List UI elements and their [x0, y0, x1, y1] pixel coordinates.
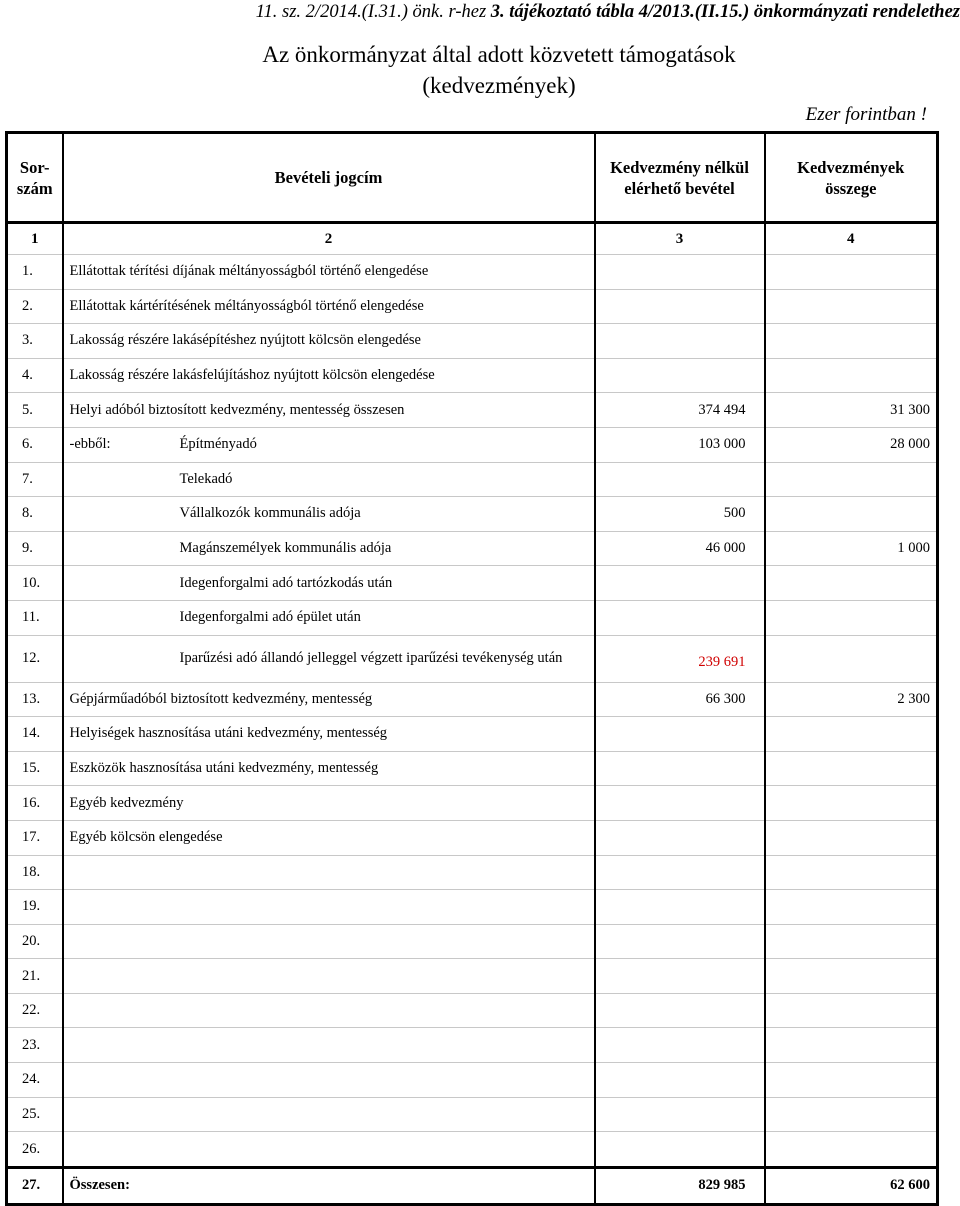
row-label: Magánszemélyek kommunális adója	[179, 540, 392, 557]
row-number: 20.	[7, 924, 63, 959]
row-number: 9.	[7, 531, 63, 566]
table-row	[7, 786, 938, 821]
row-description	[63, 600, 595, 635]
column-number-row	[7, 223, 938, 255]
row-prefix: -ebből:	[69, 436, 111, 453]
total-number: 27.	[7, 1167, 63, 1204]
row-number: 8.	[7, 497, 63, 532]
column-number: 1	[7, 223, 63, 255]
row-kedvezmeny	[765, 993, 938, 1028]
row-description	[63, 566, 595, 601]
row-description	[63, 1063, 595, 1098]
row-description: Gépjárműadóból biztosított kedvezmény, mentesség	[63, 682, 595, 717]
row-number: 2.	[7, 289, 63, 324]
row-kedvezmeny	[765, 324, 938, 359]
table-row	[7, 820, 938, 855]
row-number: 19.	[7, 890, 63, 925]
row-kedvezmeny	[765, 358, 938, 393]
row-kedvezmeny	[765, 786, 938, 821]
row-description	[63, 890, 595, 925]
row-bevetel	[595, 959, 765, 994]
row-number: 26.	[7, 1132, 63, 1168]
row-description	[63, 993, 595, 1028]
row-label: Vállalkozók kommunális adója	[179, 505, 361, 522]
row-number: 12.	[7, 635, 63, 682]
row-kedvezmeny	[765, 289, 938, 324]
row-kedvezmeny	[765, 959, 938, 994]
row-label: Idegenforgalmi adó tartózkodás után	[179, 574, 393, 591]
row-kedvezmeny	[765, 497, 938, 532]
row-number: 18.	[7, 855, 63, 890]
row-number: 4.	[7, 358, 63, 393]
row-kedvezmeny	[765, 1097, 938, 1132]
row-label: Telekadó	[179, 470, 233, 487]
column-number: 4	[765, 223, 938, 255]
row-kedvezmeny	[765, 1063, 938, 1098]
row-bevetel	[595, 820, 765, 855]
header-kedvezmeny: Kedvezmények összege	[765, 133, 938, 223]
row-kedvezmeny	[765, 820, 938, 855]
row-number: 5.	[7, 393, 63, 428]
row-kedvezmeny	[765, 462, 938, 497]
row-number: 22.	[7, 993, 63, 1028]
table-row	[7, 462, 938, 497]
table-row	[7, 1097, 938, 1132]
table-row	[7, 717, 938, 752]
row-kedvezmeny: 2 300	[765, 682, 938, 717]
row-description: Egyéb kölcsön elengedése	[63, 820, 595, 855]
row-number: 23.	[7, 1028, 63, 1063]
row-kedvezmeny	[765, 635, 938, 682]
row-bevetel	[595, 1097, 765, 1132]
header-sorszam: Sor- szám	[7, 133, 63, 223]
table-header-row	[7, 133, 938, 223]
row-kedvezmeny: 1 000	[765, 531, 938, 566]
table-row	[7, 993, 938, 1028]
page-subtitle: (kedvezmények)	[422, 73, 576, 98]
table-row	[7, 635, 938, 682]
row-kedvezmeny	[765, 855, 938, 890]
row-bevetel	[595, 600, 765, 635]
table-row	[7, 497, 938, 532]
table-row	[7, 289, 938, 324]
row-description: Eszközök hasznosítása utáni kedvezmény, mentesség	[63, 751, 595, 786]
row-bevetel	[595, 1132, 765, 1168]
row-kedvezmeny	[765, 890, 938, 925]
total-label: Összesen:	[63, 1167, 595, 1204]
column-number: 3	[595, 223, 765, 255]
row-kedvezmeny	[765, 1028, 938, 1063]
row-kedvezmeny	[765, 924, 938, 959]
row-description	[63, 924, 595, 959]
table-row	[7, 890, 938, 925]
row-kedvezmeny: 31 300	[765, 393, 938, 428]
row-number: 16.	[7, 786, 63, 821]
row-number: 25.	[7, 1097, 63, 1132]
row-description	[63, 427, 595, 462]
row-description	[63, 531, 595, 566]
row-bevetel	[595, 855, 765, 890]
row-bevetel: 103 000	[595, 427, 765, 462]
row-description	[63, 959, 595, 994]
row-description: Egyéb kedvezmény	[63, 786, 595, 821]
row-number: 21.	[7, 959, 63, 994]
total-bevetel: 829 985	[595, 1167, 765, 1204]
row-number: 10.	[7, 566, 63, 601]
row-kedvezmeny	[765, 1132, 938, 1168]
row-kedvezmeny: 28 000	[765, 427, 938, 462]
row-kedvezmeny	[765, 255, 938, 290]
row-number: 11.	[7, 600, 63, 635]
row-bevetel	[595, 358, 765, 393]
row-label: Iparűzési adó állandó jelleggel végzett iparűzési tevékenység után	[179, 649, 563, 666]
table-row	[7, 393, 938, 428]
table-row	[7, 566, 938, 601]
row-bevetel	[595, 924, 765, 959]
row-bevetel	[595, 786, 765, 821]
row-description	[63, 1028, 595, 1063]
row-bevetel: 66 300	[595, 682, 765, 717]
row-description	[63, 635, 595, 682]
row-bevetel	[595, 255, 765, 290]
row-bevetel	[595, 890, 765, 925]
table-row	[7, 358, 938, 393]
row-bevetel: 46 000	[595, 531, 765, 566]
row-description	[63, 1132, 595, 1168]
table-row	[7, 1063, 938, 1098]
row-number: 14.	[7, 717, 63, 752]
row-number: 1.	[7, 255, 63, 290]
row-bevetel	[595, 993, 765, 1028]
row-bevetel	[595, 1063, 765, 1098]
column-number: 2	[63, 223, 595, 255]
table-row	[7, 855, 938, 890]
row-label: Idegenforgalmi adó épület után	[179, 609, 361, 626]
row-bevetel	[595, 566, 765, 601]
reference-prefix: 11. sz. 2/2014.(I.31.) önk. r-hez	[255, 2, 491, 22]
table-row	[7, 682, 938, 717]
total-row	[7, 1167, 938, 1204]
header-jogcim: Bevételi jogcím	[63, 133, 595, 223]
row-description	[63, 855, 595, 890]
row-description: Lakosság részére lakásfelújításhoz nyújtott kölcsön elengedése	[63, 358, 595, 393]
unit-label: Ezer forintban !	[805, 104, 927, 125]
total-kedvezmeny: 62 600	[765, 1167, 938, 1204]
row-number: 17.	[7, 820, 63, 855]
table-row	[7, 255, 938, 290]
table-row	[7, 427, 938, 462]
row-kedvezmeny	[765, 600, 938, 635]
row-bevetel: 374 494	[595, 393, 765, 428]
row-description: Helyiségek hasznosítása utáni kedvezmény, mentesség	[63, 717, 595, 752]
row-description: Lakosság részére lakásépítéshez nyújtott kölcsön elengedése	[63, 324, 595, 359]
table-row	[7, 1132, 938, 1168]
table-row	[7, 324, 938, 359]
row-bevetel	[595, 1028, 765, 1063]
table-row	[7, 531, 938, 566]
row-label: Építményadó	[179, 436, 257, 453]
row-number: 3.	[7, 324, 63, 359]
table-row	[7, 959, 938, 994]
table-row	[7, 600, 938, 635]
reference-table: 3. tájékoztató tábla 4/2013.(II.15.) önkormányzati rendelethez	[490, 2, 960, 22]
row-description: Ellátottak kártérítésének méltányosságból történő elengedése	[63, 289, 595, 324]
row-number: 7.	[7, 462, 63, 497]
row-bevetel	[595, 324, 765, 359]
row-bevetel	[595, 462, 765, 497]
row-number: 15.	[7, 751, 63, 786]
row-description	[63, 1097, 595, 1132]
row-bevetel: 239 691	[595, 635, 765, 682]
row-number: 6.	[7, 427, 63, 462]
page-title: Az önkormányzat által adott közvetett támogatások	[262, 42, 736, 67]
row-bevetel	[595, 751, 765, 786]
row-number: 24.	[7, 1063, 63, 1098]
row-description: Helyi adóból biztosított kedvezmény, mentesség összesen	[63, 393, 595, 428]
row-kedvezmeny	[765, 717, 938, 752]
row-kedvezmeny	[765, 751, 938, 786]
table-row	[7, 924, 938, 959]
row-bevetel: 500	[595, 497, 765, 532]
benefits-table	[5, 131, 939, 1206]
document-reference	[0, 2, 960, 23]
row-bevetel	[595, 717, 765, 752]
row-number: 13.	[7, 682, 63, 717]
row-description	[63, 497, 595, 532]
table-row	[7, 751, 938, 786]
row-description	[63, 462, 595, 497]
row-kedvezmeny	[765, 566, 938, 601]
table-row	[7, 1028, 938, 1063]
row-bevetel	[595, 289, 765, 324]
row-description: Ellátottak térítési díjának méltányosságból történő elengedése	[63, 255, 595, 290]
header-bevetel: Kedvezmény nélkül elérhető bevétel	[595, 133, 765, 223]
